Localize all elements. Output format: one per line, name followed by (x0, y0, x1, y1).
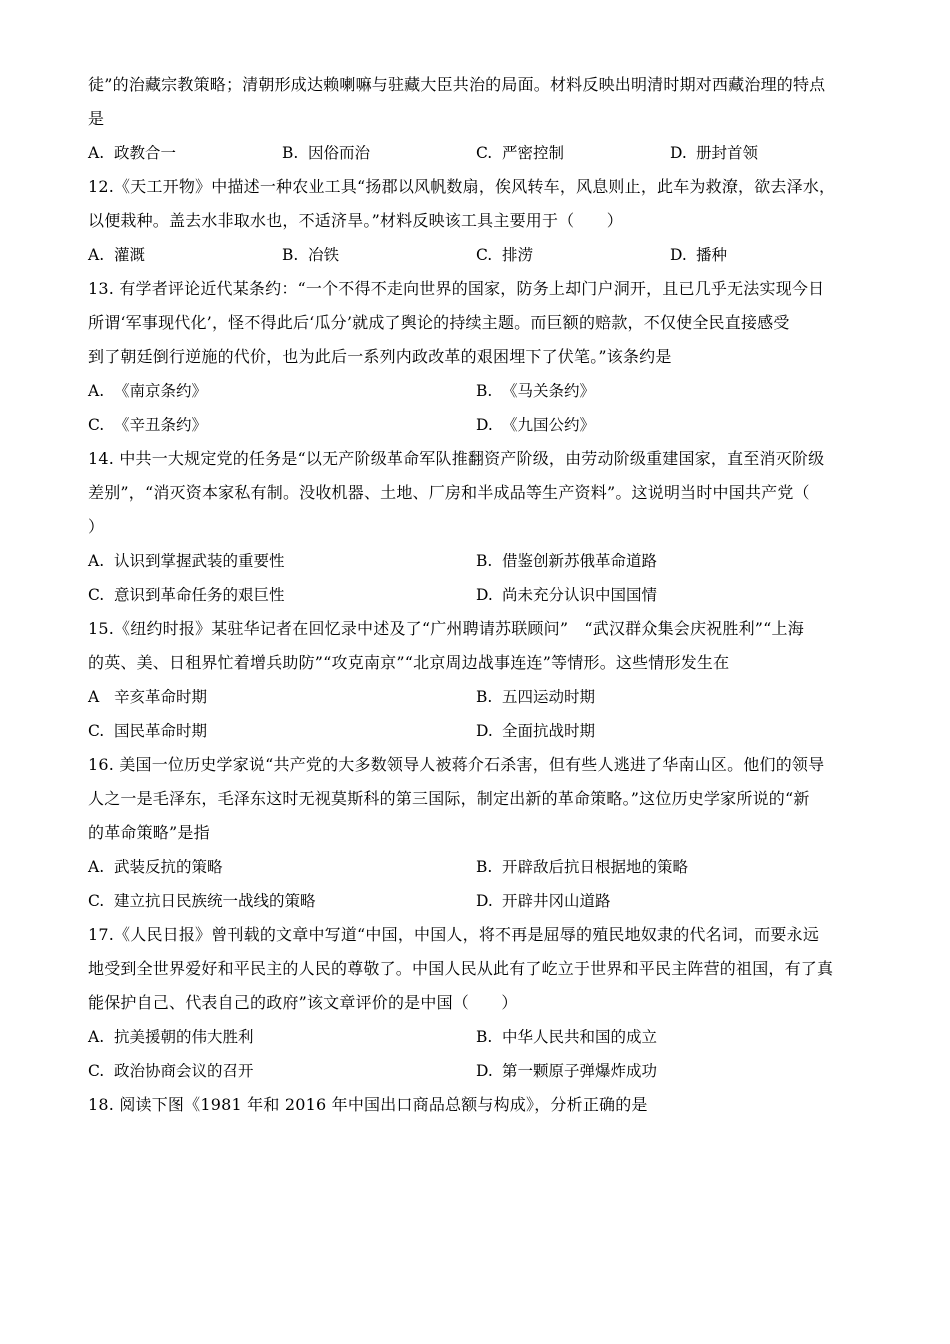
option-c[interactable]: C. 国民革命时期 (88, 722, 208, 740)
option-b[interactable]: B. 借鉴创新苏俄革命道路 (476, 552, 658, 570)
option-a[interactable]: A 辛亥革命时期 (88, 688, 208, 706)
option-c[interactable]: C. 政治协商会议的召开 (88, 1062, 254, 1080)
option-d[interactable]: D. 尚未充分认识中国国情 (476, 586, 658, 604)
question-12-options (88, 238, 864, 272)
option-b[interactable]: B. 中华人民共和国的成立 (476, 1028, 658, 1046)
question-16-stem-line-1: 16. 美国一位历史学家说“共产党的大多数领导人被蒋介石杀害，但有些人逃进了华南山区。他们的领导 (88, 755, 825, 774)
question-17-options-row-1 (88, 1020, 864, 1054)
question-13-stem-line-3: 到了朝廷倒行逆施的代价，也为此后一系列内政改革的艰困埋下了伏笔。”该条约是 (88, 347, 672, 366)
option-b[interactable]: B. 开辟敌后抗日根据地的策略 (476, 858, 689, 876)
option-b[interactable]: B. 因俗而治 (282, 144, 371, 162)
option-c[interactable]: C. 《辛丑条约》 (88, 416, 208, 434)
question-15-stem-line-1: 15.《纽约时报》某驻华记者在回忆录中述及了“广州聘请苏联顾问” “武汉群众集会庆祝胜利”“上海 (88, 619, 804, 638)
question-15 (88, 612, 864, 748)
question-13 (88, 272, 864, 442)
option-a[interactable]: A. 《南京条约》 (88, 382, 208, 400)
question-11-stem-line-1: 徒”的治藏宗教策略；清朝形成达赖喇嘛与驻藏大臣共治的局面。材料反映出明清时期对西藏治理的特点 (88, 75, 826, 94)
option-c[interactable]: C. 排涝 (476, 246, 534, 264)
option-a[interactable]: A. 政教合一 (88, 144, 177, 162)
question-14 (88, 442, 864, 612)
question-15-options-row-2 (88, 714, 864, 748)
question-16-options-row-2 (88, 884, 864, 918)
question-16-stem-line-3: 的革命策略”是指 (88, 823, 210, 842)
question-12-stem-line-2: 以便栽种。盖去水非取水也，不适济旱。”材料反映该工具主要用于（ ） (88, 211, 623, 230)
question-17-stem-line-3: 能保护自己、代表自己的政府”该文章评价的是中国（ ） (88, 993, 518, 1012)
option-a[interactable]: A. 认识到掌握武装的重要性 (88, 552, 285, 570)
question-11-options (88, 136, 864, 170)
option-d[interactable]: D. 开辟井冈山道路 (476, 892, 611, 910)
option-d[interactable]: D. 《九国公约》 (476, 416, 596, 434)
option-b[interactable]: B. 冶铁 (282, 246, 340, 264)
question-12-stem-line-1: 12.《天工开物》中描述一种农业工具“扬郡以风帆数扇，俟风转车，风息则止，此车为救潦，欲去泽水， (88, 177, 836, 196)
option-c[interactable]: C. 建立抗日民族统一战线的策略 (88, 892, 316, 910)
option-d[interactable]: D. 第一颗原子弹爆炸成功 (476, 1062, 658, 1080)
question-14-options-row-1 (88, 544, 864, 578)
question-17-stem-line-2: 地受到全世界爱好和平民主的人民的尊敬了。中国人民从此有了屹立于世界和平民主阵营的祖国，有了真 (88, 959, 834, 978)
question-16 (88, 748, 864, 918)
question-17-options-row-2 (88, 1054, 864, 1088)
question-13-stem-line-2: 所谓‘军事现代化’，怪不得此后‘瓜分’就成了舆论的持续主题。而巨额的赔款，不仅使全民直接感受 (88, 313, 790, 332)
question-15-stem-line-2: 的英、美、日租界忙着增兵助防”“攻克南京”“北京周边战事连连”等情形。这些情形发生在 (88, 653, 730, 672)
question-11-stem-line-2: 是 (88, 109, 105, 128)
option-a[interactable]: A. 武装反抗的策略 (88, 858, 223, 876)
option-d[interactable]: D. 播种 (670, 246, 728, 264)
option-c[interactable]: C. 严密控制 (476, 144, 565, 162)
question-15-options-row-1 (88, 680, 864, 714)
option-b[interactable]: B. 《马关条约》 (476, 382, 596, 400)
question-11 (88, 68, 864, 170)
option-a[interactable]: A. 抗美援朝的伟大胜利 (88, 1028, 254, 1046)
question-14-stem-line-1: 14. 中共一大规定党的任务是“以无产阶级革命军队推翻资产阶级，由劳动阶级重建国家，直至消灭阶级 (88, 449, 825, 468)
option-c[interactable]: C. 意识到革命任务的艰巨性 (88, 586, 285, 604)
question-17-stem-line-1: 17.《人民日报》曾刊载的文章中写道“中国，中国人，将不再是屈辱的殖民地奴隶的代名词，而要永远 (88, 925, 820, 944)
question-13-stem-line-1: 13. 有学者评论近代某条约：“一个不得不走向世界的国家，防务上却门户洞开，且已几乎无法实现今日 (88, 279, 825, 298)
option-d[interactable]: D. 册封首领 (670, 144, 759, 162)
question-14-stem-line-2: 差别”，“消灭资本家私有制。没收机器、土地、厂房和半成品等生产资料”。这说明当时中国共产党（ (88, 483, 810, 502)
question-16-stem-line-2: 人之一是毛泽东，毛泽东这时无视莫斯科的第三国际，制定出新的革命策略。”这位历史学家所说的“新 (88, 789, 810, 808)
question-13-options-row-2 (88, 408, 864, 442)
question-16-options-row-1 (88, 850, 864, 884)
question-18 (88, 1088, 864, 1122)
question-17 (88, 918, 864, 1088)
question-18-stem-line-1: 18. 阅读下图《1981 年和 2016 年中国出口商品总额与构成》，分析正确的是 (88, 1095, 648, 1114)
question-12 (88, 170, 864, 272)
option-b[interactable]: B. 五四运动时期 (476, 688, 596, 706)
question-13-options-row-1 (88, 374, 864, 408)
exam-page (88, 68, 864, 1122)
option-d[interactable]: D. 全面抗战时期 (476, 722, 596, 740)
option-a[interactable]: A. 灌溉 (88, 246, 146, 264)
question-14-options-row-2 (88, 578, 864, 612)
question-14-stem-line-3: ） (88, 517, 105, 536)
